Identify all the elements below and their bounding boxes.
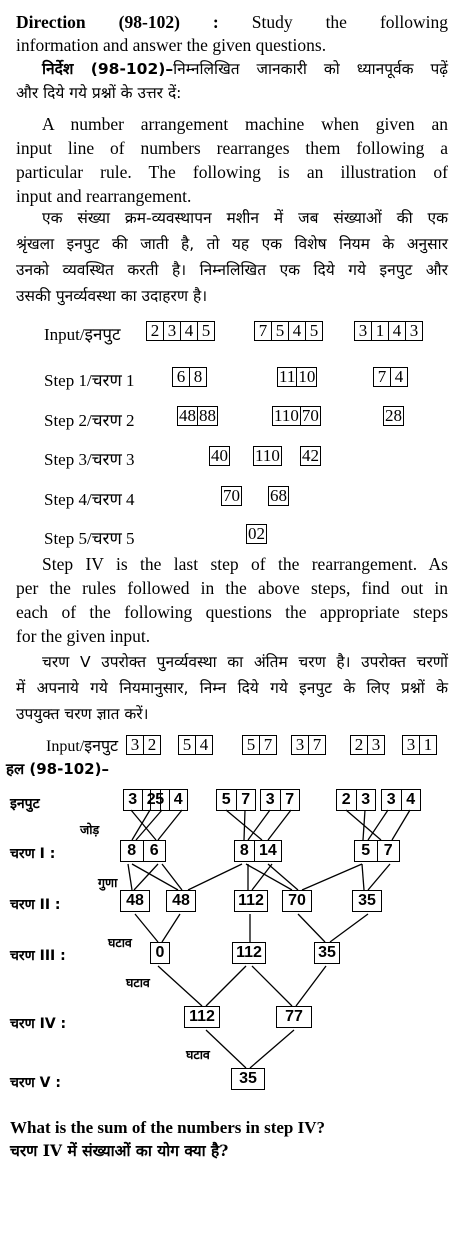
solution-row-label-step1: चरण I :	[10, 846, 56, 862]
solution-row-label-step5: चरण V :	[10, 1075, 61, 1091]
solution-step4-box: 77	[276, 1006, 312, 1028]
solution-step2-box: 70	[282, 890, 312, 912]
solution-step2-box: 48	[120, 890, 150, 912]
rule-en-line: Step IV is the last step of the rearrangement. As	[42, 554, 448, 574]
intro-en-line: A number arrangement machine when given an	[42, 114, 448, 134]
solution-row-label-input: इनपुट	[10, 796, 40, 812]
intro-en-line: input line of numbers rearranges them following a	[16, 138, 448, 158]
solution-step1-pair: 8 6	[120, 840, 166, 862]
example-step2-group: 110 70	[274, 406, 319, 425]
solution-row-label-step2: चरण II :	[10, 897, 61, 913]
example-step4-box: 70	[223, 486, 240, 505]
rule-en-line: for the given input.	[16, 626, 151, 646]
solution-step2-box: 35	[352, 890, 382, 912]
example-input-group: 2 3 4 5	[146, 321, 215, 341]
example-step4-box: 68	[270, 486, 287, 505]
solution-input-pair: 2 3	[336, 789, 376, 811]
operation-label-subtract: घटाव	[108, 935, 132, 950]
given-input-pair: 5 4	[178, 735, 213, 755]
solution-step2-box: 48	[166, 890, 196, 912]
rule-en-line: each of the following questions the appropriate steps	[16, 602, 448, 622]
direction-line-2: information and answer the given questions.	[16, 35, 327, 55]
question-en: What is the sum of the numbers in step IV?	[10, 1118, 325, 1137]
given-input-label: Input/इनपुट	[46, 738, 119, 755]
solution-step3-box: 35	[314, 942, 340, 964]
example-input-label: Input/इनपुट	[44, 325, 121, 344]
example-step3-label: Step 3/चरण 3	[44, 450, 135, 469]
solution-step4-box: 112	[184, 1006, 220, 1028]
example-step2-group: 28	[385, 406, 402, 425]
example-input-group: 7 5 4 5	[254, 321, 323, 341]
given-input-pair: 3 1	[402, 735, 437, 755]
operation-label-multiply: गुणा	[98, 875, 118, 890]
solution-input-pair: 3 7	[260, 789, 300, 811]
solution-step5-box: 35	[231, 1068, 265, 1090]
intro-hi-line: श्रृंखला इनपुट की जाती है, तो यह एक विशेष नियम के अनुसार	[16, 235, 448, 253]
rule-hi-line: उपयुक्त चरण ज्ञात करें।	[16, 705, 149, 723]
solution-step2-box: 112	[234, 890, 268, 912]
solution-input-pair: 5 4	[150, 789, 188, 811]
intro-hi-line: उनको व्यवस्थित करती है। निम्नलिखित एक दिये गये इनपुट और	[16, 261, 448, 279]
example-step1-label: Step 1/चरण 1	[44, 371, 135, 390]
given-input-pair: 3 7	[291, 735, 326, 755]
operation-label-add: जोड़	[80, 822, 100, 837]
direction-line-1: Direction (98-102) : Study the following	[16, 12, 448, 32]
example-step3-box: 110	[255, 446, 280, 465]
example-step5-box: 02	[248, 524, 265, 543]
intro-hi-line: एक संख्या क्रम-व्यवस्थापन मशीन में जब संख्याओं की एक	[42, 209, 448, 227]
solution-title: हल (98-102)–	[6, 760, 109, 778]
given-input-pair: 2 3	[350, 735, 385, 755]
direction-heading: Direction (98-102) :	[16, 12, 219, 32]
example-step4-label: Step 4/चरण 4	[44, 490, 135, 509]
rule-hi-line: में अपनाये गये नियमानुसार, निम्न दिये गये इनपुट के लिए प्रश्नों के	[16, 679, 448, 697]
solution-step3-box: 0	[150, 942, 170, 964]
operation-label-subtract: घटाव	[186, 1047, 210, 1062]
question-hi: चरण IV में संख्याओं का योग क्या है?	[10, 1141, 229, 1160]
example-step2-group: 48 88	[179, 406, 216, 425]
solution-input-pair: 5 7	[216, 789, 256, 811]
solution-step1-pair: 5 7	[354, 840, 400, 862]
solution-step3-box: 112	[232, 942, 266, 964]
operation-label-subtract: घटाव	[126, 975, 150, 990]
given-input-pair: 5 7	[242, 735, 277, 755]
intro-en-line: input and rearrangement.	[16, 186, 192, 206]
rule-en-line: per the rules followed in the above steps, find out in	[16, 578, 448, 598]
example-step3-box: 40	[211, 446, 228, 465]
example-step2-label: Step 2/चरण 2	[44, 411, 135, 430]
intro-hi-line: उसकी पुनर्व्यवस्था का उदाहरण है।	[16, 287, 208, 305]
solution-input-pair: 3 2	[123, 789, 161, 811]
solution-row-label-step3: चरण III :	[10, 948, 66, 964]
rule-hi-line: चरण V उपरोक्त पुनर्व्यवस्था का अंतिम चरण है। उपरोक्त चरणों	[42, 653, 448, 671]
example-step1-group: 6 8	[172, 367, 207, 387]
direction-hi-line-2: और दिये गये प्रश्नों के उत्तर दें:	[16, 84, 182, 102]
example-step3-box: 42	[302, 446, 319, 465]
solution-input-pair: 3 4	[381, 789, 421, 811]
given-input-pair: 3 2	[126, 735, 161, 755]
solution-tree-lines	[0, 780, 472, 1100]
example-input-group: 3 1 4 3	[354, 321, 423, 341]
solution-step1-pair: 8 14	[234, 840, 282, 862]
solution-row-label-step4: चरण IV :	[10, 1016, 67, 1032]
example-step1-group: 7 4	[373, 367, 408, 387]
intro-en-line: particular rule. The following is an illustration of	[16, 162, 448, 182]
example-step5-label: Step 5/चरण 5	[44, 529, 135, 548]
direction-hi-line-1: निर्देश (98-102)–निम्नलिखित जानकारी को ध्यानपूर्वक पढ़ें	[42, 60, 448, 78]
example-step1-group: 11 10	[279, 367, 316, 386]
direction-heading-hi: निर्देश (98-102)–	[42, 60, 174, 78]
